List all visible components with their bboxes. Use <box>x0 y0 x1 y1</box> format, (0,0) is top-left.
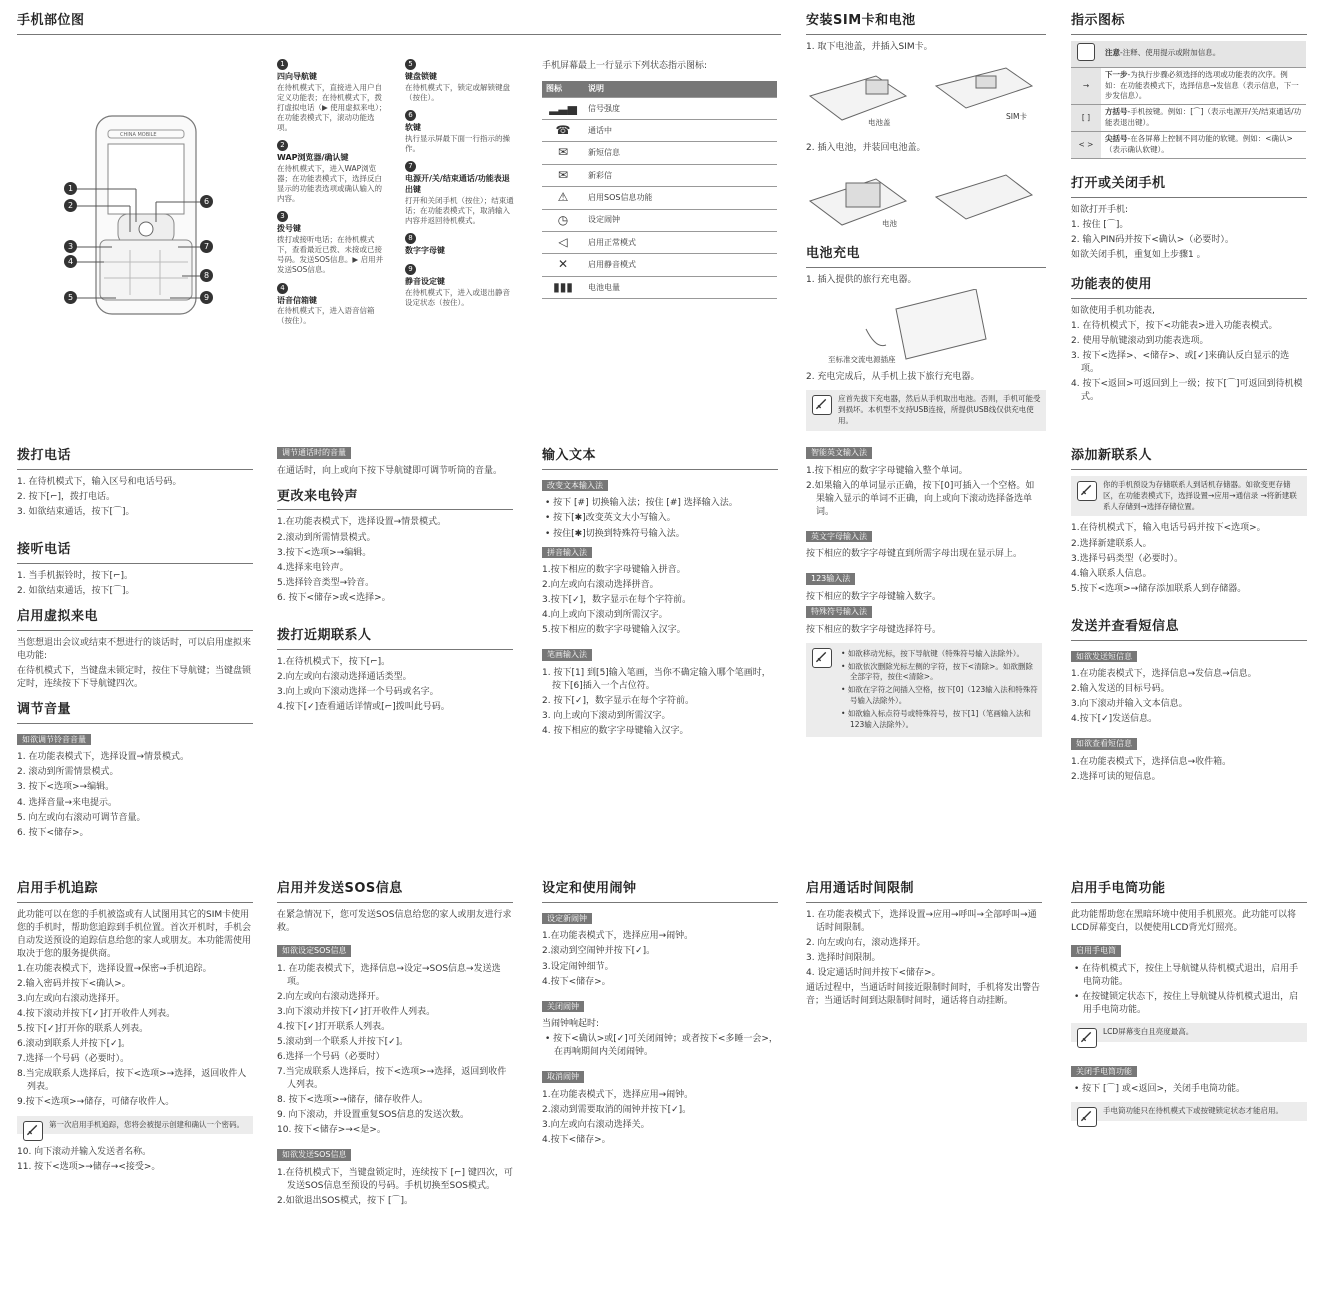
alarm-icon: ◷ <box>542 209 584 231</box>
phone-parts-section <box>17 12 781 41</box>
key-item: 3 拨号键 拨打或接听电话；在待机模式下，查看最近已拨、未接或已接号码。发送SOS信息。▶ 启用并发送SOS信息。 <box>277 212 384 275</box>
row3-col2: 启用并发送SOS信息 在紧急情况下，您可发送SOS信息给您的家人或朋友进行求救。 如欲设定SOS信息 1. 在功能表模式下，选择信息→设定→SOS信息→发送选项。 2.向左或向右滚动选择开。 3.向下滚动并按下[✓]打开收件人列表。 4.按下[✓]打开联系人列表。 5.滚动到一个联系人并按下[✓]。 6.选择一个号码（必要时） 7.当完成联系人选择后，按下<选项>→选择，返回到收件人列表。 8. 按下<选项>→储存，储存收件人。 9. 向下滚动，并设置重复SOS信息的发送次数。 10. 按下<储存>→<是>。 如欲发送SOS信息 1.在待机模式下，当键盘锁定时，连续按下 [⌐] 键四次，可发送SOS信息至预设的号码。手机切换至SOS模式。 2.如欲退出SOS模式，按下 [⌒]。 <box>277 881 513 1206</box>
charge-section <box>806 245 1046 437</box>
limit-title: 启用通话时间限制 <box>806 880 1042 903</box>
angle-bracket-icon: < > <box>1071 132 1101 159</box>
mms-icon: ✉ <box>542 164 584 186</box>
note-icon <box>812 395 832 415</box>
cover-label: 电池盖 <box>868 117 891 127</box>
sim-step-2: 2. 插入电池，并装回电池盖。 <box>806 142 926 153</box>
row2-col1: 拨打电话 1. 在待机模式下，输入区号和电话号码。 2. 按下[⌐]，拨打电话。 3. 如欲结束通话，按下[⌒]。 接听电话 1. 当手机振铃时，按下[⌐]。 2. 如欲结束通话，按下[⌒]。 启用虚拟来电 当您想退出会议或结束不想进行的谈话时，可以启用虚拟来电功能: 在待机模式下，当键盘未锁定时，按住下导航键；当键盘锁定时，连续按下下导航键四次。 调节音量 如欲调节铃音音量 1. 在功能表模式下，选择设置→情景模式。 2. 滚动到所需情景模式。 3. 按下<选项>→编辑。 4. 选择音量→来电提示。 5. 向左或向右滚动可调节音量。 6. 按下<储存>。 <box>17 448 252 838</box>
key-item: 5 键盘锁键 在待机模式下，锁定或解锁键盘（按住）。 <box>405 60 510 102</box>
callout-9: 9 <box>200 291 213 304</box>
status-icons-section <box>542 58 778 299</box>
table-row: → 下一步-为执行步骤必须选择的选项或功能表的次序。例如：在功能表模式下，选择信息→发信息（表示信息，下一步发信息）。 <box>1071 67 1306 105</box>
ringtone-title: 更改来电铃声 <box>277 488 513 511</box>
key-item: 1 四向导航键 在待机模式下，直接进入用户自定义功能表；在待机模式下，拨打虚拟电话（▶ 使用虚拟来电）；在功能表模式下，滚动功能选项。 <box>277 60 387 133</box>
simcard-label: SIM卡 <box>1006 111 1027 121</box>
note-icon <box>1077 1107 1097 1127</box>
row3-col3: 设定和使用闹钟 设定新闹钟 1.在功能表模式下，选择应用→闹钟。 2.滚动到空闹钟并按下[✓]。 3.设定闹钟细节。 4.按下<储存>。 关闭闹钟 当闹钟响起时: • 按下<确认>或[✓]可关闭闹钟；或者按下<多睡一会>，在再响期间内关闭闹钟。 取消闹钟 1.在功能表模式下，选择应用→闹钟。 2.滚动到需要取消的闹钟并按下[✓]。 3.向左或向右滚动选择关。 4.按下<储存>。 <box>542 880 778 1149</box>
callout-2: 2 <box>64 199 77 212</box>
row2-col3: 输入文本 改变文本输入法 • 按下 [#] 切换输入法；按住 [#] 选择输入法。 • 按下[✱]改变英文大小写输入。 • 按住[✱]切换到特殊符号输入法。 拼音输入法 1.按下相应的数字字母键输入拼音。 2.向左或向右滚动选择拼音。 3.按下[✓]，数字显示在每个字符前。 4.向上或向下滚动到所需汉字。 5.按下相应的数字字母键输入汉字。 笔画输入法 1. 按下[1] 到[5]输入笔画，当你不确定输入哪个笔画时，按下[6]插入一个占位符。 2. 按下[✓]，数字显示在每个字符前。 3. 向上或向下滚动到所需汉字。 4. 按下相应的数字字母键输入汉字。 <box>542 447 778 740</box>
row2-col2: 调节通话时的音量 在通话时，向上或向下按下导航键即可调节听筒的音量。 更改来电铃声 1.在功能表模式下，选择设置→情景模式。 2.滚动到所需情景模式。 3.按下<选项>→编辑。 4.选择来电铃声。 5.选择铃音类型→铃音。 6. 按下<储存>或<选择>。 拨打近期联系人 1.在待机模式下，按下[⌐]。 2.向左或向右滚动选择通话类型。 3.向上或向下滚动选择一个号码或名字。 4.按下[✓]查看通话详情或[⌐]拨叫此号码。 <box>277 447 513 716</box>
callout-1: 1 <box>64 182 77 195</box>
status-intro: 手机屏幕最上一行显示下列状态指示图标: <box>542 61 708 71</box>
contact-title: 添加新联系人 <box>1071 447 1307 470</box>
battery-illustration <box>806 157 1046 241</box>
table-row: ✉ 新彩信 <box>542 164 777 186</box>
table-row: ✕ 启用静音模式 <box>542 254 777 276</box>
key-item: 7 电源开/关/结束通话/功能表退出键 打开和关闭手机（按住）；结束通话；在功能表模式下，取消输入内容并返回待机模式。 <box>405 161 514 226</box>
phone-illustration <box>60 110 230 320</box>
charge-title: 电池充电 <box>806 245 1046 268</box>
brand-label: CHINA MOBILE <box>120 132 157 138</box>
power-section: 打开或关闭手机 如欲打开手机: 1. 按住 [⌒]。 2. 输入PIN码并按下<确认>（必要时）。 如欲关闭手机，重复如上步骤1 。 <box>1071 175 1307 262</box>
track-note: 第一次启用手机追踪，您将会被提示创建和确认一个密码。 <box>17 1116 253 1135</box>
sos-icon: ⚠ <box>542 187 584 209</box>
battery-icon: ▮▮▮ <box>542 276 584 298</box>
row2-col5: 添加新联系人 你的手机预设为存储联系人到话机存储器。如欲变更存储区，在功能表模式下，选择设置→应用→通信录 →将新建联系人存储到→选择存储位置。 1.在待机模式下，输入电话号码并按下<选项>。 2.选择新建联系人。 3.选择号码类型（必要时）。 4.输入联系人信息。 5.按下<选项>→储存添加联系人到存储器。 发送并查看短信息 如欲发送短信息 1.在功能表模式下，选择信息→发信息→信息。 2.输入发送的目标号码。 3.向下滚动并输入文本信息。 4.按下[✓]发送信息。 如欲查看短信息 1.在功能表模式下，选择信息→收件箱。 2.选择可读的短信息。 <box>1071 447 1307 786</box>
silent-mode-icon: ✕ <box>542 254 584 276</box>
menu-title: 功能表的使用 <box>1071 276 1307 299</box>
fake-call-title: 启用虚拟来电 <box>17 608 253 631</box>
signal-icon: ▂▃▅ <box>542 97 584 119</box>
key-item: 6 软键 执行显示屏最下面一行指示的操作。 <box>405 110 510 153</box>
key-list-b <box>405 58 515 308</box>
sim-illustration <box>806 56 1046 140</box>
alarm-title: 设定和使用闹钟 <box>542 880 778 903</box>
sim-title: 安装SIM卡和电池 <box>806 12 1046 35</box>
table-row: < > 尖括号-在各屏幕上控制不同功能的软键。例如：<确认>（表示确认软键）。 <box>1071 132 1306 159</box>
table-row: ◷ 设定闹钟 <box>542 209 777 231</box>
callout-4: 4 <box>64 255 77 268</box>
table-row: ⚠ 启用SOS信息功能 <box>542 187 777 209</box>
note-icon <box>1071 41 1101 67</box>
callvol-sub: 调节通话时的音量 <box>277 447 351 459</box>
charge-note: 应首先拔下充电器，然后从手机取出电池。否则，手机可能受到损坏。本机型不支持USB连接，所提供USB线仅供充电使用。 <box>806 390 1046 431</box>
sim-step-1: 1. 取下电池盖，并插入SIM卡。 <box>806 41 933 52</box>
table-row: ☎ 通话中 <box>542 120 777 142</box>
phone-parts-title: 手机部位图 <box>17 12 781 35</box>
arrow-icon: → <box>1071 67 1101 105</box>
row3-col1: 启用手机追踪 此功能可以在您的手机被盗或有人试图用其它的SIM卡使用您的手机时，帮助您追踪到手机位置。首次开机时，手机会自动发送预设的追踪信息给您的家人或朋友。本功能需使用取决于您的服务提供商。 1.在功能表模式下，选择设置→保密→手机追踪。 2.输入密码并按下<确认>。 3.向左或向右滚动选择开。 4.按下滚动并按下[✓]打开收件人列表。 5.按下[✓]打开你的联系人列表。 6.滚动到联系人并按下[✓]。 7.选择一个号码（必要时）。 8.当完成联系人选择后，按下<选项>→选择，返回收件人列表。 9.按下<选项>→储存，可储存收件人。 第一次启用手机追踪，您将会被提示创建和确认一个密码。 10. 向下滚动并输入发送者名称。 11. 按下<选项>→储存→<接受>。 <box>17 881 252 1173</box>
note-icon <box>812 648 832 668</box>
key-item: 4 语音信箱键 在待机模式下，进入语音信箱（按住）。 <box>277 283 375 326</box>
table-row: 注意-注释、使用提示或附加信息。 <box>1071 41 1306 67</box>
volume-sub: 如欲调节铃音音量 <box>17 734 91 746</box>
row2-col4: 智能英文输入法 1.按下相应的数字字母键输入整个单词。 2.如果输入的单词显示正确，按下[0]可插入一个空格。如果输入显示的单词不正确，向上或向下滚动选择备选单词。 英文字母输入法 按下相应的数字字母键直到所需字母出现在显示屏上。 123输入法 按下相应的数字字母键输入数字。 特殊符号输入法 按下相应的数字字母键选择符号。 • 如欲移动光标，按下导航键（特殊符号输入法除外）。 • 如欲依次删除光标左侧的字符，按下<清除>。如欲删除全部字符，按住<清除>。 • 如欲在字符之间插入空格，按下[0]（123输入法和特殊符号输入法除外）。 • 如欲输入标点符号或特殊符号，按下[1]（笔画输入法和123输入法除外）。 <box>806 447 1042 743</box>
charge-step-2: 2. 充电完成后，从手机上拔下旅行充电器。 <box>806 371 980 382</box>
callout-8: 8 <box>200 269 213 282</box>
recent-title: 拨打近期联系人 <box>277 627 513 650</box>
row3-col4: 启用通话时间限制 1. 在功能表模式下，选择设置→应用→呼叫→全部呼叫→通话时间限制。 2. 向左或向右，滚动选择开。 3. 选择时间限制。 4. 设定通话时间并按下<储存>。 通话过程中，当通话时间接近限制时间时，手机将发出警告音；当通话时间到达限制时间时，通话将自动挂断。 <box>806 881 1041 1007</box>
key-list-a <box>277 58 387 326</box>
answer-title: 接听电话 <box>17 541 253 564</box>
bracket-icon: [ ] <box>1071 105 1101 132</box>
indicators-table <box>1071 41 1306 159</box>
callout-5: 5 <box>64 291 77 304</box>
charger-illustration <box>806 289 1046 369</box>
contact-note: 你的手机预设为存储联系人到话机存储器。如欲变更存储区，在功能表模式下，选择设置→应用→通信录 →将新建联系人存储到→选择存储位置。 <box>1071 476 1307 517</box>
table-row: ▂▃▅ 信号强度 <box>542 97 777 119</box>
text-input-title: 输入文本 <box>542 447 778 470</box>
sms-icon: ✉ <box>542 142 584 164</box>
note-icon <box>1077 481 1097 501</box>
key-item: 2 WAP浏览器/确认键 在待机模式下，进入WAP浏览器；在功能表模式下，选择反白显示的功能表选项或确认输入的内容。 <box>277 141 382 204</box>
note-icon <box>1077 1028 1097 1048</box>
table-row: ◁ 启用正常模式 <box>542 231 777 253</box>
power-title: 打开或关闭手机 <box>1071 175 1307 198</box>
callout-7: 7 <box>200 240 213 253</box>
torch-note-1: LCD屏幕变白且亮度最高。 <box>1071 1023 1307 1042</box>
key-item: 9 静音设定键 在待机模式下，进入或退出静音设定状态（按住）。 <box>405 265 510 307</box>
table-row: ▮▮▮ 电池电量 <box>542 276 777 298</box>
smart-note: • 如欲移动光标，按下导航键（特殊符号输入法除外）。 • 如欲依次删除光标左侧的字符，按下<清除>。如欲删除全部字符，按住<清除>。 • 如欲在字符之间插入空格，按下[0]（123输入法和特殊符号输入法除外）。 • 如欲输入标点符号或特殊符号，按下[1]（笔画输入法和123输入法除外）。 <box>806 643 1042 737</box>
note-icon <box>23 1121 43 1141</box>
sim-section <box>806 12 1046 241</box>
callout-6: 6 <box>200 195 213 208</box>
table-row: [ ] 方括号-手机按键。例如：[⌒]（表示电源开/关/结束通话/功能表退出键）。 <box>1071 105 1306 132</box>
battery-label: 电池 <box>882 218 897 228</box>
normal-mode-icon: ◁ <box>542 231 584 253</box>
menu-section: 功能表的使用 如欲使用手机功能表, 1. 在待机模式下，按下<功能表>进入功能表模式。 2. 使用导航键滚动到功能表选项。 3. 按下<选择>、<储存>、或[✓]来确认反白显示的选项。 4. 按下<返回>可返回到上一级；按下[⌒]可返回到待机模式。 <box>1071 276 1307 404</box>
status-icons-table: 图标 说明 ▂▃▅ 信号强度 ☎ 通话中 ✉ 新短信息 ✉ 新彩信 ⚠ 启用SOS信息功能 ◷ 设定闹钟 ◁ 启用正常模式 ✕ 启用静音模式 ▮▮▮ 电池电量 <box>542 81 777 299</box>
track-title: 启用手机追踪 <box>17 880 253 903</box>
indicators-title: 指示图标 <box>1071 12 1307 35</box>
torch-note-2: 手电筒功能只在待机模式下或按键锁定状态才能启用。 <box>1071 1102 1307 1121</box>
torch-title: 启用手电筒功能 <box>1071 880 1307 903</box>
charge-step-1: 1. 插入提供的旅行充电器。 <box>806 274 917 285</box>
socket-label: 至标准交流电源插座 <box>828 354 896 364</box>
key-item: 8 数字字母键 <box>405 234 445 256</box>
sms-title: 发送并查看短信息 <box>1071 618 1307 641</box>
sos-title: 启用并发送SOS信息 <box>277 880 513 903</box>
indicators-section <box>1071 12 1307 406</box>
call-icon: ☎ <box>542 120 584 142</box>
row3-col5: 启用手电筒功能 此功能帮助您在黑暗环境中使用手机照亮。此功能可以将LCD屏幕变白，以便使用LCD背光灯照亮。 启用手电筒 • 在待机模式下，按住上导航键从待机模式退出，启用手电筒功能。 • 在按键锁定状态下，按住上导航键从待机模式退出，启用手电筒功能。 LCD屏幕变白且亮度最高。 关闭手电筒功能 • 按下 [⌒] 或<返回>，关闭手电筒功能。 手电筒功能只在待机模式下或按键锁定状态才能启用。 <box>1071 880 1307 1127</box>
callout-3: 3 <box>64 240 77 253</box>
volume-title: 调节音量 <box>17 701 253 724</box>
table-row: ✉ 新短信息 <box>542 142 777 164</box>
call-title: 拨打电话 <box>17 447 253 470</box>
